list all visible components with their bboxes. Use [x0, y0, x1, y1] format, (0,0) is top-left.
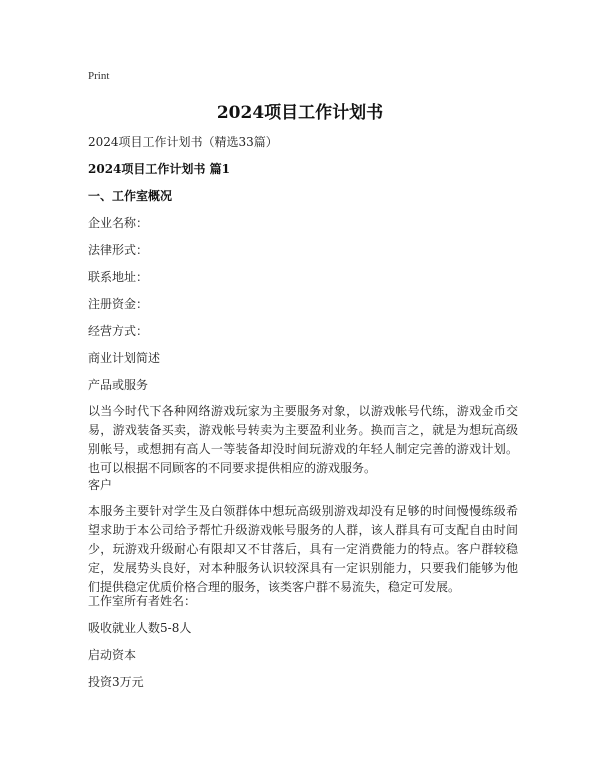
heading-products-services: 产品或服务: [88, 378, 149, 392]
document-subtitle: 2024项目工作计划书（精选33篇）: [88, 135, 278, 149]
field-employment: 吸收就业人数5-8人: [88, 621, 192, 635]
heading-startup-capital: 启动资本: [88, 648, 137, 662]
field-registered-capital: 注册资金：: [88, 297, 149, 311]
field-company-name: 企业名称：: [88, 216, 149, 230]
document-title: 2024项目工作计划书: [216, 103, 384, 123]
section-title: 2024项目工作计划书 篇1: [88, 162, 230, 176]
field-business-mode: 经营方式：: [88, 324, 149, 338]
heading-work-studio-overview: 一、工作室概况: [88, 189, 173, 203]
print-label[interactable]: Print: [88, 70, 110, 82]
field-investment: 投资3万元: [88, 675, 144, 689]
field-contact-address: 联系地址：: [88, 270, 149, 284]
field-legal-form: 法律形式：: [88, 243, 149, 257]
heading-plan-summary: 商业计划简述: [88, 351, 161, 365]
paragraph-customers: 本服务主要针对学生及白领群体中想玩高级别游戏却没有足够的时间慢慢练级希望求助于本公司给予帮忙升级游戏帐号服务的人群，该人群具有可支配自由时间少，玩游戏升级耐心有限却又不甘落后，具有一定消费能力的特点。客户群较稳定，发展势头良好，对本种服务认识较深具有一定识别能力，只要我们能够为他们提供稳定优质价格合理的服务，该类客户群不易流失，稳定可发展。: [88, 504, 518, 594]
paragraph-products-services: 以当今时代下各种网络游戏玩家为主要服务对象，以游戏帐号代练，游戏金币交易，游戏装备买卖，游戏帐号转卖为主要盈利业务。换而言之，就是为想玩高级别帐号，或想拥有高人一等装备却没时间玩游戏的年轻人制定完善的游戏计划。也可以根据不同顾客的不同要求提供相应的游戏服务。: [88, 404, 518, 475]
field-owner-name: 工作室所有者姓名：: [88, 594, 197, 608]
heading-customers: 客户: [88, 478, 113, 492]
